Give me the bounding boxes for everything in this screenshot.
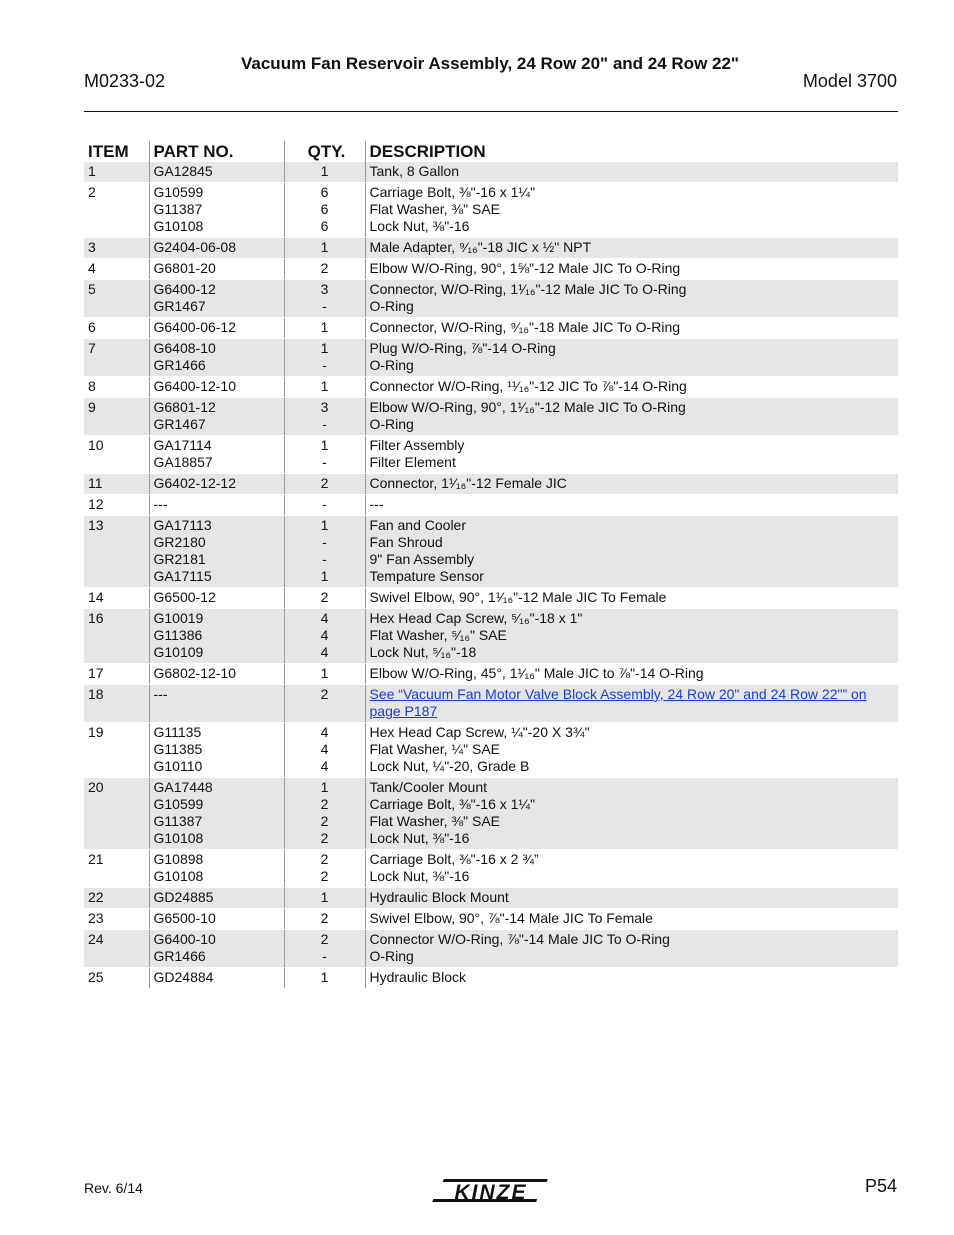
description-cell bbox=[365, 162, 898, 183]
part-number: GD24885 bbox=[153, 889, 214, 905]
description-line: Lock Nut, ⅜"-16 bbox=[369, 830, 470, 846]
qty-cell bbox=[284, 930, 365, 968]
table-row bbox=[84, 588, 898, 609]
description-line: O-Ring bbox=[369, 298, 414, 314]
description-line: Lock Nut, ⅜"-16 bbox=[369, 218, 470, 234]
item-cell: 8 bbox=[84, 377, 149, 398]
part-number: GD24884 bbox=[153, 969, 214, 985]
part-no-cell bbox=[149, 436, 284, 474]
description-line: Filter Assembly bbox=[369, 437, 465, 453]
description-cell bbox=[365, 339, 898, 377]
item-cell: 16 bbox=[84, 609, 149, 664]
part-number: GA17448 bbox=[153, 779, 213, 795]
description-line: Lock Nut, ¼"-20, Grade B bbox=[369, 758, 530, 774]
description-cell bbox=[365, 909, 898, 930]
description-line: Lock Nut, ⅜"-16 bbox=[369, 868, 470, 884]
part-number: --- bbox=[153, 686, 168, 702]
item-cell: 7 bbox=[84, 339, 149, 377]
part-number: G11385 bbox=[153, 741, 203, 757]
description-line: Hex Head Cap Screw, ¼"-20 X 3¾" bbox=[369, 724, 590, 740]
part-no-cell bbox=[149, 183, 284, 238]
part-number: G6802-12-10 bbox=[153, 665, 237, 681]
description-line: Lock Nut, ⁵⁄₁₆"-18 bbox=[369, 644, 477, 660]
item-cell: 17 bbox=[84, 664, 149, 685]
description-cell bbox=[365, 778, 898, 850]
quantity: - bbox=[322, 416, 327, 432]
description-cell bbox=[365, 318, 898, 339]
qty-cell bbox=[284, 516, 365, 588]
item-cell: 19 bbox=[84, 723, 149, 778]
part-number: G6500-12 bbox=[153, 589, 216, 605]
part-number: GR2180 bbox=[153, 534, 206, 550]
qty-cell bbox=[284, 474, 365, 495]
qty-cell bbox=[284, 318, 365, 339]
item-cell: 18 bbox=[84, 685, 149, 723]
column-header-qty: QTY. bbox=[284, 141, 365, 162]
part-number: G2404-06-08 bbox=[153, 239, 237, 255]
description-line: O-Ring bbox=[369, 357, 414, 373]
description-cell bbox=[365, 685, 898, 723]
quantity: 4 bbox=[320, 627, 329, 643]
item-cell: 24 bbox=[84, 930, 149, 968]
description-line: Flat Washer, ⁵⁄₁₆" SAE bbox=[369, 627, 507, 643]
qty-cell bbox=[284, 778, 365, 850]
part-number: GA18857 bbox=[153, 454, 213, 470]
qty-cell bbox=[284, 968, 365, 989]
part-no-cell bbox=[149, 588, 284, 609]
quantity: 2 bbox=[320, 830, 329, 846]
quantity: 1 bbox=[320, 319, 329, 335]
part-no-cell bbox=[149, 723, 284, 778]
table-row bbox=[84, 968, 898, 989]
table-row bbox=[84, 685, 898, 723]
qty-cell bbox=[284, 888, 365, 909]
description-line: Flat Washer, ⅜" SAE bbox=[369, 201, 500, 217]
item-cell: 13 bbox=[84, 516, 149, 588]
part-number: GA17115 bbox=[153, 568, 212, 584]
part-no-cell bbox=[149, 888, 284, 909]
table-row bbox=[84, 339, 898, 377]
table-header-row bbox=[84, 141, 898, 162]
description-line: Fan Shroud bbox=[369, 534, 443, 550]
description-cell bbox=[365, 516, 898, 588]
quantity: 1 bbox=[320, 969, 329, 985]
part-number: GA17114 bbox=[153, 437, 212, 453]
table-row bbox=[84, 909, 898, 930]
part-no-cell bbox=[149, 909, 284, 930]
qty-cell bbox=[284, 259, 365, 280]
part-number: GR1466 bbox=[153, 357, 206, 373]
description-cell bbox=[365, 930, 898, 968]
part-no-cell bbox=[149, 474, 284, 495]
quantity: 2 bbox=[320, 931, 329, 947]
part-no-cell bbox=[149, 398, 284, 436]
parts-table-body bbox=[84, 162, 898, 989]
part-number: G6500-10 bbox=[153, 910, 216, 926]
quantity: 2 bbox=[320, 868, 329, 884]
table-row bbox=[84, 888, 898, 909]
part-number: GR1467 bbox=[153, 298, 206, 314]
quantity: 2 bbox=[320, 686, 329, 702]
table-row bbox=[84, 723, 898, 778]
quantity: 1 bbox=[320, 437, 329, 453]
quantity: 1 bbox=[320, 568, 329, 584]
model-label: Model 3700 bbox=[802, 71, 897, 91]
quantity: 2 bbox=[320, 813, 329, 829]
part-no-cell bbox=[149, 318, 284, 339]
part-number: G11387 bbox=[153, 813, 203, 829]
description-cell bbox=[365, 280, 898, 318]
description-line: Carriage Bolt, ⅜"-16 x 1¼" bbox=[369, 184, 536, 200]
description-line: Hydraulic Block Mount bbox=[369, 889, 509, 905]
table-row bbox=[84, 162, 898, 183]
quantity: 1 bbox=[320, 163, 329, 179]
quantity: 1 bbox=[320, 517, 329, 533]
description-cell bbox=[365, 398, 898, 436]
part-no-cell bbox=[149, 280, 284, 318]
part-number: G6801-12 bbox=[153, 399, 216, 415]
part-number: G6402-12-12 bbox=[153, 475, 237, 491]
qty-cell bbox=[284, 850, 365, 888]
description-line: Swivel Elbow, 90°, 1¹⁄₁₆"-12 Male JIC To Female bbox=[369, 589, 667, 605]
description-cell bbox=[365, 238, 898, 259]
parts-table bbox=[84, 141, 898, 989]
quantity: 4 bbox=[320, 758, 329, 774]
description-line: Elbow W/O-Ring, 90°, 1⅝"-12 Male JIC To O-Ring bbox=[369, 260, 681, 276]
document-number: M0233-02 bbox=[84, 71, 166, 91]
table-row bbox=[84, 778, 898, 850]
page-title: Vacuum Fan Reservoir Assembly, 24 Row 20" and 24 Row 22" bbox=[241, 54, 739, 73]
quantity: 1 bbox=[320, 340, 329, 356]
item-cell: 2 bbox=[84, 183, 149, 238]
part-number: G11386 bbox=[153, 627, 203, 643]
qty-cell bbox=[284, 339, 365, 377]
table-row bbox=[84, 516, 898, 588]
qty-cell bbox=[284, 238, 365, 259]
item-cell: 21 bbox=[84, 850, 149, 888]
table-row bbox=[84, 259, 898, 280]
quantity: 2 bbox=[320, 796, 329, 812]
part-no-cell bbox=[149, 339, 284, 377]
qty-cell bbox=[284, 162, 365, 183]
part-no-cell bbox=[149, 968, 284, 989]
description-line: Elbow W/O-Ring, 45°, 1¹⁄₁₆" Male JIC to ⅞"-14 O-Ring bbox=[369, 665, 704, 681]
qty-cell bbox=[284, 398, 365, 436]
quantity: - bbox=[322, 551, 327, 567]
item-cell: 25 bbox=[84, 968, 149, 989]
part-no-cell bbox=[149, 495, 284, 516]
item-cell: 9 bbox=[84, 398, 149, 436]
part-number: G6801-20 bbox=[153, 260, 216, 276]
quantity: 1 bbox=[320, 779, 329, 795]
part-no-cell bbox=[149, 664, 284, 685]
part-number: G6408-10 bbox=[153, 340, 216, 356]
quantity: 6 bbox=[320, 201, 329, 217]
quantity: 4 bbox=[320, 724, 329, 740]
quantity: 1 bbox=[320, 239, 329, 255]
kinze-logo bbox=[430, 1172, 552, 1208]
description-cell bbox=[365, 436, 898, 474]
page-number: P54 bbox=[864, 1176, 897, 1196]
description-cell bbox=[365, 664, 898, 685]
description-line: Connector, 1¹⁄₁₆"-12 Female JIC bbox=[369, 475, 567, 491]
revision-label: Rev. 6/14 bbox=[84, 1180, 143, 1196]
item-cell: 11 bbox=[84, 474, 149, 495]
description-cell bbox=[365, 377, 898, 398]
header-divider bbox=[84, 111, 898, 112]
table-row bbox=[84, 436, 898, 474]
item-cell: 4 bbox=[84, 259, 149, 280]
description-line: Tempature Sensor bbox=[369, 568, 484, 584]
description-line: Connector, W/O-Ring, 1¹⁄₁₆"-12 Male JIC To O-Ring bbox=[369, 281, 687, 297]
quantity: 3 bbox=[320, 399, 329, 415]
item-cell: 10 bbox=[84, 436, 149, 474]
part-number: G10019 bbox=[153, 610, 204, 626]
qty-cell bbox=[284, 685, 365, 723]
quantity: 4 bbox=[320, 644, 329, 660]
part-no-cell bbox=[149, 259, 284, 280]
part-number: G10108 bbox=[153, 830, 204, 846]
part-number: G11135 bbox=[153, 724, 202, 740]
part-no-cell bbox=[149, 162, 284, 183]
description-line: Connector, W/O-Ring, ⁹⁄₁₆"-18 Male JIC To O-Ring bbox=[369, 319, 681, 335]
part-number: GR2181 bbox=[153, 551, 206, 567]
column-header-description: DESCRIPTION bbox=[365, 141, 898, 162]
table-row bbox=[84, 377, 898, 398]
part-number: --- bbox=[153, 496, 168, 512]
qty-cell bbox=[284, 280, 365, 318]
quantity: - bbox=[322, 948, 327, 964]
quantity: - bbox=[322, 496, 327, 512]
quantity: 1 bbox=[320, 889, 329, 905]
quantity: 2 bbox=[320, 260, 329, 276]
part-number: G6400-10 bbox=[153, 931, 216, 947]
quantity: 1 bbox=[320, 378, 329, 394]
quantity: 4 bbox=[320, 610, 329, 626]
table-row bbox=[84, 183, 898, 238]
table-row bbox=[84, 850, 898, 888]
description-line: Connector W/O-Ring, ¹¹⁄₁₆"-12 JIC To ⅞"-14 O-Ring bbox=[369, 378, 687, 394]
part-number: G10108 bbox=[153, 218, 204, 234]
part-no-cell bbox=[149, 238, 284, 259]
description-cell bbox=[365, 259, 898, 280]
quantity: 2 bbox=[320, 910, 329, 926]
description-line: Connector W/O-Ring, ⅞"-14 Male JIC To O-Ring bbox=[369, 931, 670, 947]
quantity: 2 bbox=[320, 475, 329, 491]
description-line: Fan and Cooler bbox=[369, 517, 467, 533]
description-line: --- bbox=[369, 496, 384, 512]
item-cell: 22 bbox=[84, 888, 149, 909]
column-header-part-no: PART NO. bbox=[149, 141, 284, 162]
description-line: Hex Head Cap Screw, ⁵⁄₁₆"-18 x 1" bbox=[369, 610, 583, 626]
table-row bbox=[84, 495, 898, 516]
description-cell bbox=[365, 723, 898, 778]
description-line: Elbow W/O-Ring, 90°, 1¹⁄₁₆"-12 Male JIC To O-Ring bbox=[369, 399, 686, 415]
description-cell bbox=[365, 474, 898, 495]
description-cell bbox=[365, 183, 898, 238]
quantity: 6 bbox=[320, 218, 329, 234]
table-row bbox=[84, 280, 898, 318]
qty-cell bbox=[284, 183, 365, 238]
qty-cell bbox=[284, 723, 365, 778]
quantity: 6 bbox=[320, 184, 329, 200]
item-cell: 5 bbox=[84, 280, 149, 318]
part-number: GR1467 bbox=[153, 416, 206, 432]
qty-cell bbox=[284, 588, 365, 609]
table-row bbox=[84, 238, 898, 259]
table-row bbox=[84, 474, 898, 495]
quantity: - bbox=[322, 454, 327, 470]
qty-cell bbox=[284, 495, 365, 516]
part-no-cell bbox=[149, 516, 284, 588]
part-number: G10110 bbox=[153, 758, 203, 774]
part-number: G10898 bbox=[153, 851, 204, 867]
quantity: 2 bbox=[320, 589, 329, 605]
description-line: Filter Element bbox=[369, 454, 456, 470]
description-line: Tank, 8 Gallon bbox=[369, 163, 459, 179]
part-number: G6400-12-10 bbox=[153, 378, 237, 394]
table-row bbox=[84, 609, 898, 664]
part-number: GA17113 bbox=[153, 517, 212, 533]
part-number: GA12845 bbox=[153, 163, 213, 179]
description-line: Flat Washer, ⅜" SAE bbox=[369, 813, 500, 829]
description-cell bbox=[365, 888, 898, 909]
description-line: Flat Washer, ¼" SAE bbox=[369, 741, 500, 757]
part-number: G6400-06-12 bbox=[153, 319, 237, 335]
part-number: G6400-12 bbox=[153, 281, 216, 297]
description-cell bbox=[365, 588, 898, 609]
description-cell bbox=[365, 609, 898, 664]
table-row bbox=[84, 664, 898, 685]
description-line: Plug W/O-Ring, ⅞"-14 O-Ring bbox=[369, 340, 556, 356]
cross-reference-link[interactable]: See “Vacuum Fan Motor Valve Block Assembly, 24 Row 20" and 24 Row 22"” on page P187 bbox=[369, 686, 867, 719]
description-line: Male Adapter, ⁹⁄₁₆"-18 JIC x ½" NPT bbox=[369, 239, 592, 255]
part-number: G11387 bbox=[153, 201, 203, 217]
item-cell: 1 bbox=[84, 162, 149, 183]
part-number: GR1466 bbox=[153, 948, 206, 964]
item-cell: 12 bbox=[84, 495, 149, 516]
part-number: G10109 bbox=[153, 644, 204, 660]
description-line: O-Ring bbox=[369, 416, 414, 432]
item-cell: 3 bbox=[84, 238, 149, 259]
part-number: G10599 bbox=[153, 184, 204, 200]
part-no-cell bbox=[149, 930, 284, 968]
part-no-cell bbox=[149, 685, 284, 723]
description-line: Hydraulic Block bbox=[369, 969, 466, 985]
item-cell: 23 bbox=[84, 909, 149, 930]
table-row bbox=[84, 318, 898, 339]
description-line: Swivel Elbow, 90°, ⅞"-14 Male JIC To Female bbox=[369, 910, 653, 926]
qty-cell bbox=[284, 609, 365, 664]
description-cell bbox=[365, 968, 898, 989]
part-no-cell bbox=[149, 377, 284, 398]
part-number: G10599 bbox=[153, 796, 204, 812]
description-line: O-Ring bbox=[369, 948, 414, 964]
description-line: 9" Fan Assembly bbox=[369, 551, 475, 567]
description-line: Carriage Bolt, ⅜"-16 x 1¼" bbox=[369, 796, 536, 812]
table-row bbox=[84, 930, 898, 968]
table-row bbox=[84, 398, 898, 436]
part-no-cell bbox=[149, 778, 284, 850]
qty-cell bbox=[284, 909, 365, 930]
quantity: 3 bbox=[320, 281, 329, 297]
item-cell: 6 bbox=[84, 318, 149, 339]
part-number: G10108 bbox=[153, 868, 204, 884]
quantity: - bbox=[322, 357, 327, 373]
part-no-cell bbox=[149, 609, 284, 664]
part-no-cell bbox=[149, 850, 284, 888]
qty-cell bbox=[284, 436, 365, 474]
qty-cell bbox=[284, 377, 365, 398]
quantity: - bbox=[322, 298, 327, 314]
description-cell bbox=[365, 850, 898, 888]
description-cell bbox=[365, 495, 898, 516]
quantity: 1 bbox=[320, 665, 329, 681]
quantity: - bbox=[322, 534, 327, 550]
qty-cell bbox=[284, 664, 365, 685]
description-line: Tank/Cooler Mount bbox=[369, 779, 488, 795]
column-header-item: ITEM bbox=[88, 142, 129, 161]
description-line: Carriage Bolt, ⅜"-16 x 2 ¾” bbox=[369, 851, 539, 867]
item-cell: 14 bbox=[84, 588, 149, 609]
quantity: 2 bbox=[320, 851, 329, 867]
quantity: 4 bbox=[320, 741, 329, 757]
logo-wordmark: KINZE bbox=[454, 1181, 528, 1204]
item-cell: 20 bbox=[84, 778, 149, 850]
